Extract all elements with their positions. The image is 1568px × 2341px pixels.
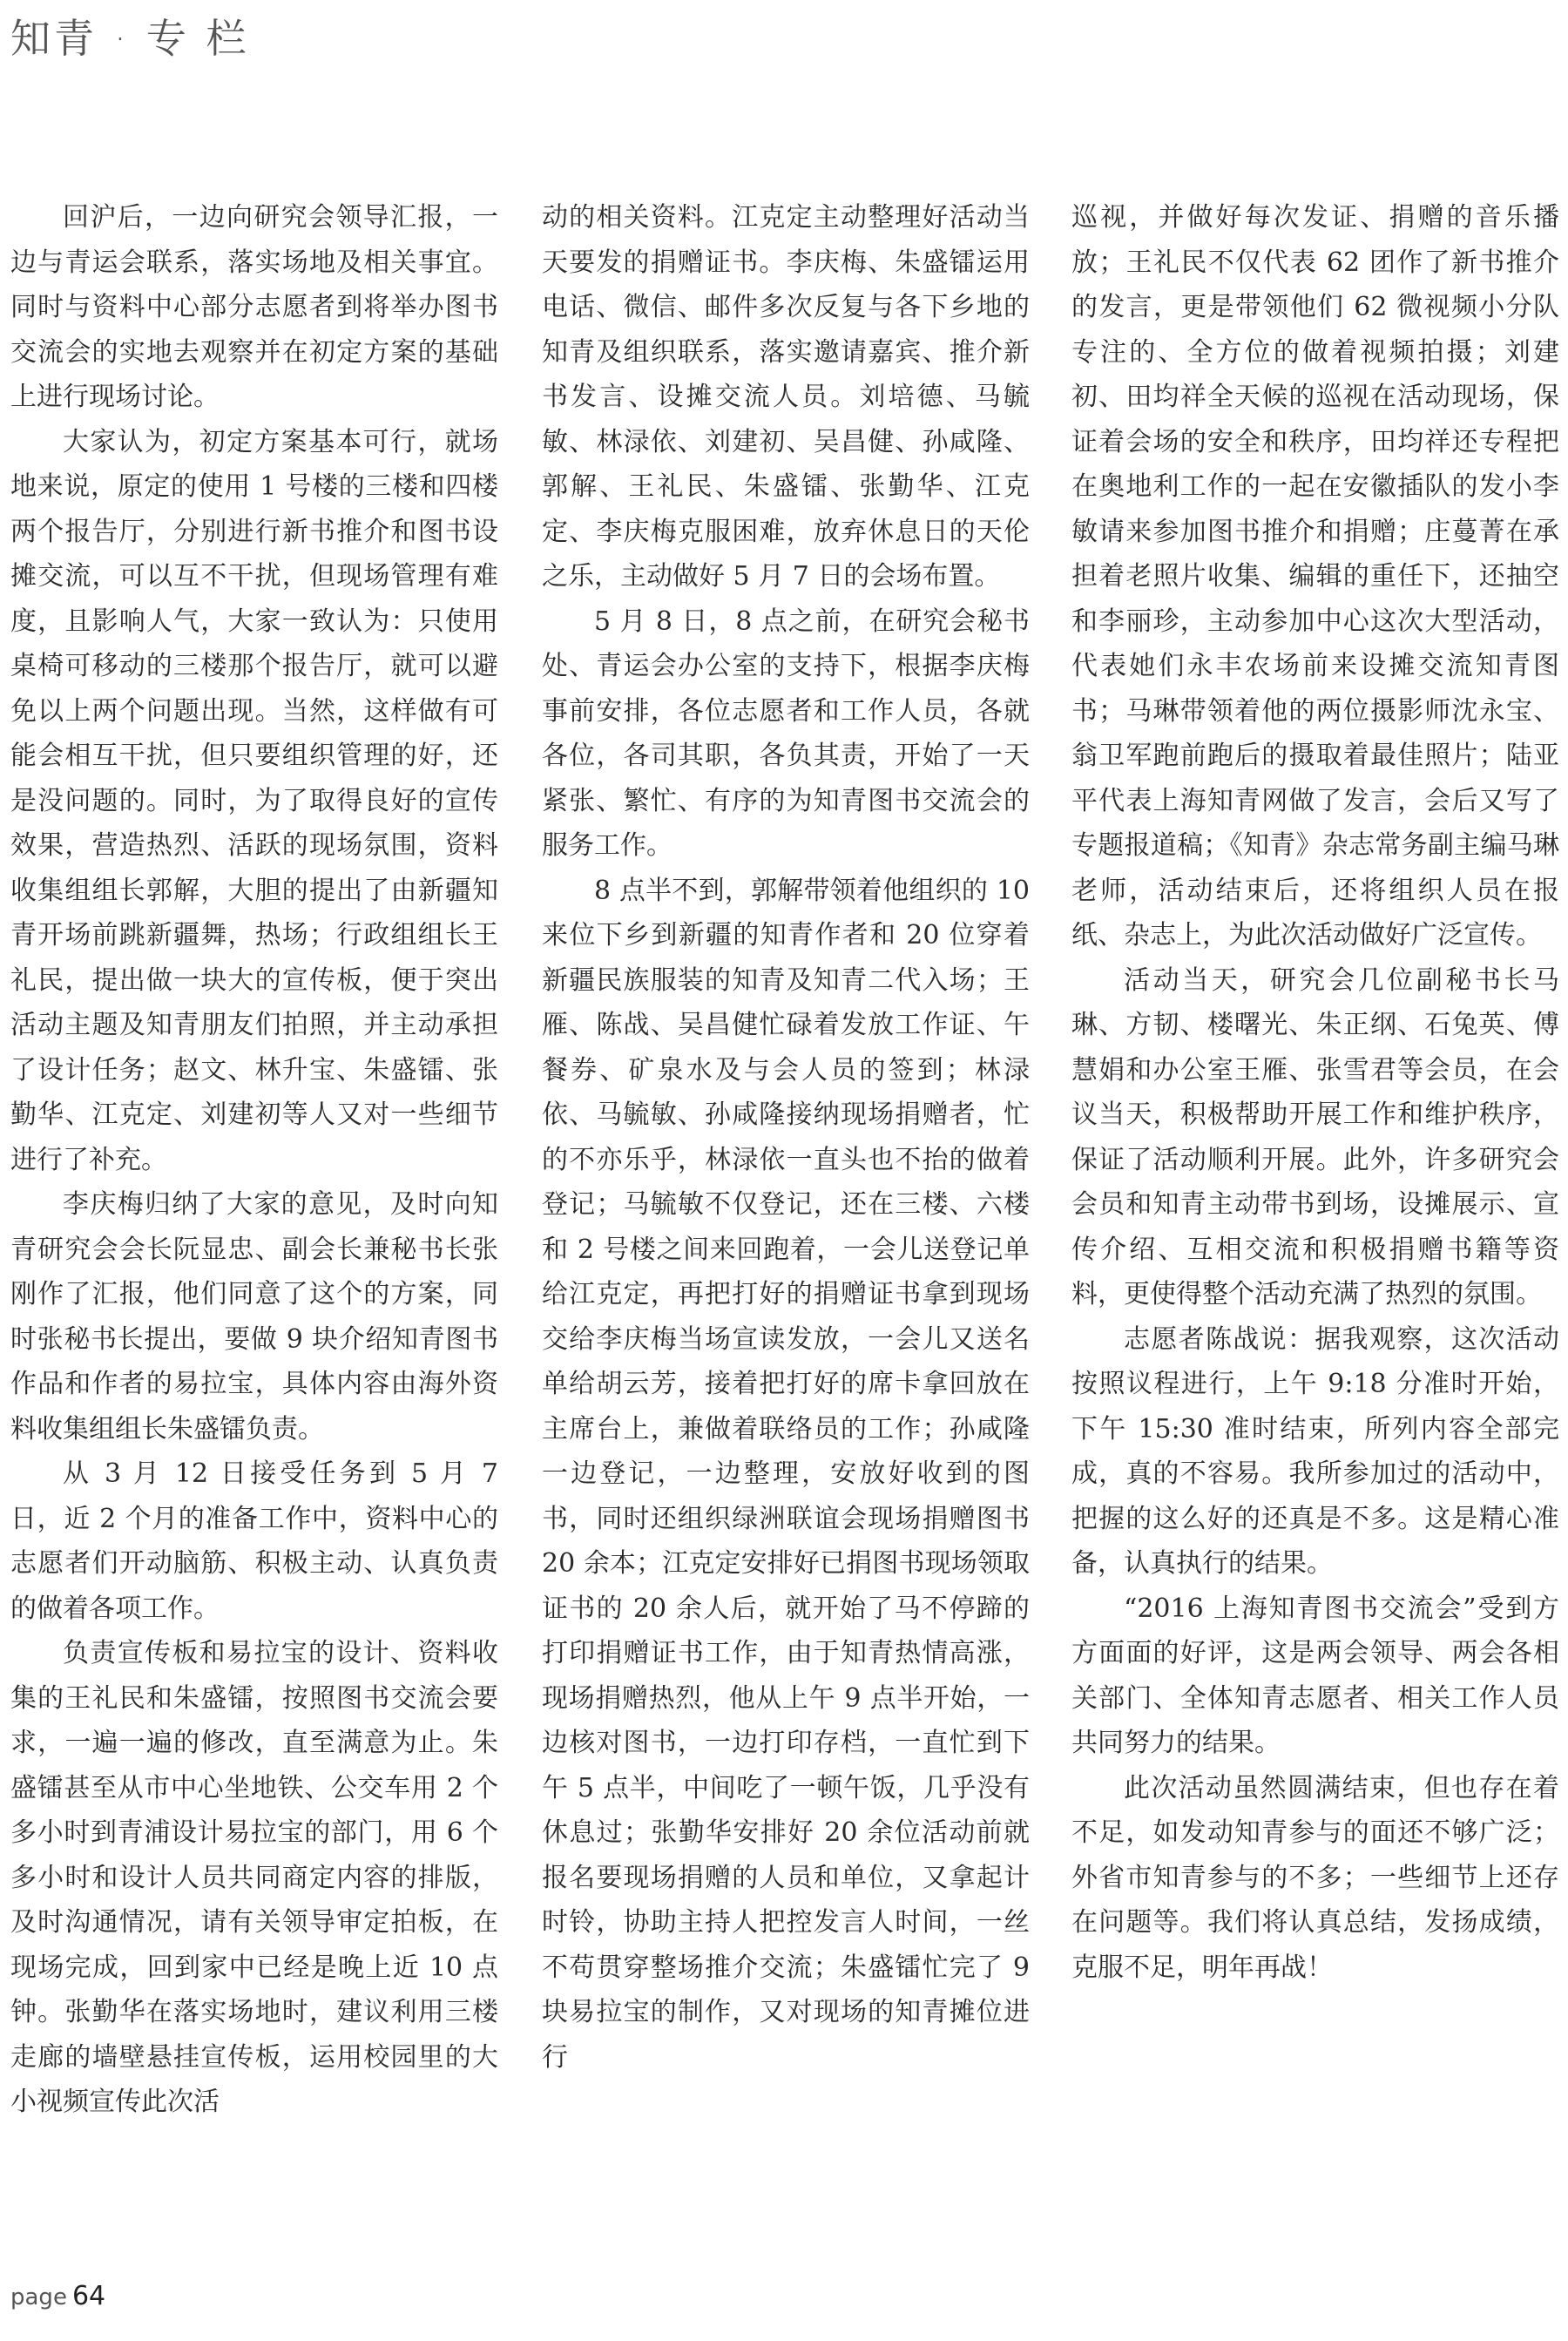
paragraph: 志愿者陈战说：据我观察，这次活动按照议程进行，上午 9:18 分准时开始，下午 15:30 准时结束，所列内容全部完成，真的不容易。我所参加过的活动中，把握的这么好的还真是不多。这是精心准备，认真执行的结果。 — [1071, 1323, 1559, 1579]
text-column-1 — [10, 195, 498, 2125]
page-number: 64 — [71, 2281, 106, 2311]
text-column-2 — [542, 195, 1030, 2080]
paragraph: 李庆梅归纳了大家的意见，及时向知青研究会会长阮显忠、副会长兼秘书长张刚作了汇报，他们同意了这个的方案，同时张秘书长提出，要做 9 块介绍知青图书作品和作者的易拉宝，具体内容由海外资料收集组组长朱盛镭负责。 — [10, 1189, 498, 1445]
section-title: 知青 · 专 栏 — [10, 15, 250, 62]
paragraph: 负责宣传板和易拉宝的设计、资料收集的王礼民和朱盛镭，按照图书交流会要求，一遍一遍的修改，直至满意为止。朱盛镭甚至从市中心坐地铁、公交车用 2 个多小时到青浦设计易拉宝的部门，用 6 个多小时和设计人员共同商定内容的排版，及时沟通情况，请有关领导审定拍板，在现场完成，回到家中已经是晚上近 10 点钟。张勤华在落实场地时，建议利用三楼走廊的墙壁悬挂宣传板，运用校园里的大小视频宣传此次活 — [10, 1638, 498, 2117]
paragraph-continued: 巡视，并做好每次发证、捐赠的音乐播放；王礼民不仅代表 62 团作了新书推介的发言，更是带领他们 62 微视频小分队专注的、全方位的做着视频拍摄；刘建初、田均祥全天候的巡视在活动现场，保证着会场的安全和秩序，田均祥还专程把在奥地利工作的一起在安徽插队的发小李敏请来参加图书推介和捐赠；庄蔓菁在承担着老照片收集、编辑的重任下，还抽空和李丽珍，主动参加中心这次大型活动，代表她们永丰农场前来设摊交流知青图书；马琳带领着他的两位摄影师沈永宝、翁卫军跑前跑后的摄取着最佳照片；陆亚平代表上海知青网做了发言，会后又写了专题报道稿；《知青》杂志常务副主编马琳老师，活动结束后，还将组织人员在报纸、杂志上，为此次活动做好广泛宣传。 — [1071, 202, 1559, 951]
paragraph: 回沪后，一边向研究会领导汇报，一边与青运会联系，落实场地及相关事宜。同时与资料中心部分志愿者到将举办图书交流会的实地去观察并在初定方案的基础上进行现场讨论。 — [10, 202, 498, 412]
paragraph: 大家认为，初定方案基本可行，就场地来说，原定的使用 1 号楼的三楼和四楼两个报告厅，分别进行新书推介和图书设摊交流，可以互不干扰，但现场管理有难度，且影响人气，大家一致认为：只使用桌椅可移动的三楼那个报告厅，就可以避免以上两个问题出现。当然，这样做有可能会相互干扰，但只要组织管理的好，还是没问题的。同时，为了取得良好的宣传效果，营造热烈、活跃的现场氛围，资料收集组组长郭解，大胆的提出了由新疆知青开场前跳新疆舞，热场；行政组组长王礼民，提出做一块大的宣传板，便于突出活动主题及知青朋友们拍照，并主动承担了设计任务；赵文、林升宝、朱盛镭、张勤华、江克定、刘建初等人又对一些细节进行了补充。 — [10, 426, 498, 1175]
text-column-3 — [1071, 195, 1559, 1990]
paragraph: 5 月 8 日，8 点之前，在研究会秘书处、青运会办公室的支持下，根据李庆梅事前安排，各位志愿者和工作人员，各就各位，各司其职，各负其责，开始了一天紧张、繁忙、有序的为知青图书交流会的服务工作。 — [542, 606, 1030, 861]
paragraph: “2016 上海知青图书交流会”受到方方面面的好评，这是两会领导、两会各相关部门、全体知青志愿者、相关工作人员共同努力的结果。 — [1071, 1593, 1559, 1758]
page-label: page — [10, 2284, 67, 2311]
paragraph-continued: 动的相关资料。江克定主动整理好活动当天要发的捐赠证书。李庆梅、朱盛镭运用电话、微信、邮件多次反复与各下乡地的知青及组织联系，落实邀请嘉宾、推介新书发言、设摊交流人员。刘培德、马毓敏、林渌依、刘建初、吴昌健、孙咸隆、郭解、王礼民、朱盛镭、张勤华、江克定、李庆梅克服困难，放弃休息日的天伦之乐，主动做好 5 月 7 日的会场布置。 — [542, 202, 1030, 592]
paragraph: 从 3 月 12 日接受任务到 5 月 7 日，近 2 个月的准备工作中，资料中心的志愿者们开动脑筋、积极主动、认真负责的做着各项工作。 — [10, 1458, 498, 1624]
paragraph: 此次活动虽然圆满结束，但也存在着不足，如发动知青参与的面还不够广泛；外省市知青参与的不多；一些细节上还存在问题等。我们将认真总结，发扬成绩，克服不足，明年再战！ — [1071, 1772, 1559, 1983]
paragraph: 8 点半不到，郭解带领着他组织的 10 来位下乡到新疆的知青作者和 20 位穿着新疆民族服装的知青及知青二代入场；王雁、陈战、吴昌健忙碌着发放工作证、午餐券、矿泉水及与会人员的签到；林渌依、马毓敏、孙咸隆接纳现场捐赠者，忙的不亦乐乎，林渌依一直头也不抬的做着登记；马毓敏不仅登记，还在三楼、六楼和 2 号楼之间来回跑着，一会儿送登记单给江克定，再把打好的捐赠证书拿到现场交给李庆梅当场宣读发放，一会儿又送名单给胡云芳，接着把打好的席卡拿回放在主席台上，兼做着联络员的工作；孙咸隆一边登记，一边整理，安放好收到的图书，同时还组织绿洲联谊会现场捐赠图书 20 余本；江克定安排好已捐图书现场领取证书的 20 余人后，就开始了马不停蹄的打印捐赠证书工作，由于知青热情高涨，现场捐赠热烈，他从上午 9 点半开始，一边核对图书，一边打印存档，一直忙到下午 5 点半，中间吃了一顿午饭，几乎没有休息过；张勤华安排好 20 余位活动前就报名要现场捐赠的人员和单位，又拿起计时铃，协助主持人把控发言人时间，一丝不苟贯穿整场推介交流；朱盛镭忙完了 9 块易拉宝的制作，又对现场的知青摊位进行 — [542, 875, 1030, 2073]
paragraph: 活动当天，研究会几位副秘书长马琳、方韧、楼曙光、朱正纲、石兔英、傅慧娟和办公室王雁、张雪君等会员，在会议当天，积极帮助开展工作和维护秩序，保证了活动顺利开展。此外，许多研究会会员和知青主动带书到场，设摊展示、宣传介绍、互相交流和积极捐赠书籍等资料，更使得整个活动充满了热烈的氛围。 — [1071, 964, 1559, 1309]
page-footer — [10, 2281, 105, 2311]
